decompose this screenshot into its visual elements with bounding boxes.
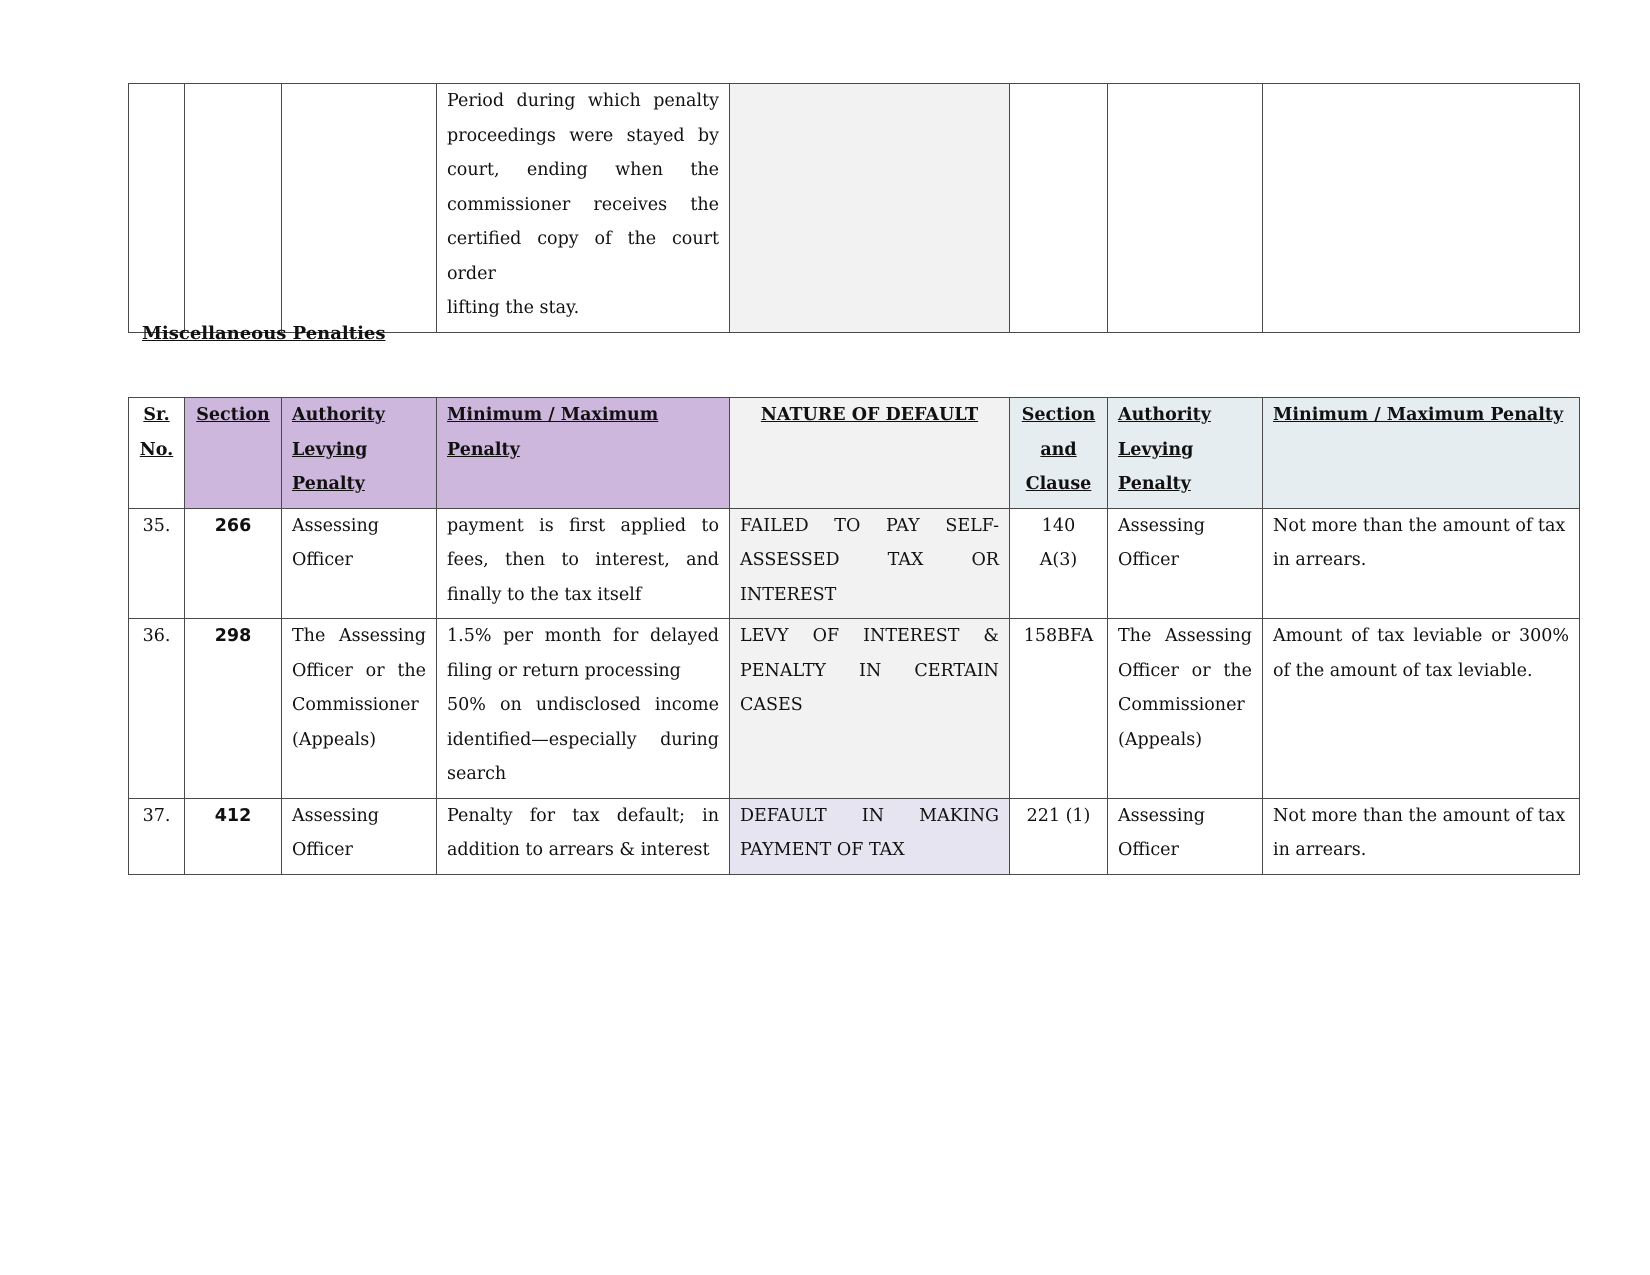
penalties-table	[128, 397, 1580, 875]
authority-cell: Assessing Officer	[282, 798, 437, 874]
authority2-cell: Assessing Officer	[1108, 508, 1263, 619]
header-row	[129, 398, 1580, 509]
text-line: proceedings were stayed by	[447, 125, 719, 146]
text-line: court, ending when the	[447, 160, 719, 180]
header-authority: Authority Levying Penalty	[282, 398, 437, 509]
section-clause-cell: 221 (1)	[1010, 798, 1108, 874]
min-max2-cell: Not more than the amount of tax in arrears.	[1263, 798, 1580, 874]
header-authority-2: Authority Levying Penalty	[1108, 398, 1263, 509]
section-cell	[185, 84, 282, 333]
min-max2-cell: Not more than the amount of tax in arrears.	[1263, 508, 1580, 619]
sr-no-cell	[129, 84, 185, 333]
sr-no-cell: 35.	[129, 508, 185, 619]
nature-cell: DEFAULT IN MAKING PAYMENT OF TAX	[730, 798, 1010, 874]
header-section-clause: Section and Clause	[1010, 398, 1108, 509]
text-line: commissioner receives the	[447, 194, 719, 215]
text-line: certified copy of the court order	[447, 229, 719, 284]
continuation-table	[128, 83, 1580, 333]
sr-no-cell: 36.	[129, 619, 185, 799]
section-title: Miscellaneous Penalties	[142, 323, 386, 344]
header-nature-of-default: NATURE OF DEFAULT	[730, 398, 1010, 509]
sr-no-cell: 37.	[129, 798, 185, 874]
authority-cell: Assessing Officer	[282, 508, 437, 619]
nature-cell: LEVY OF INTEREST & PENALTY IN CERTAIN CASES	[730, 619, 1010, 799]
text-line: lifting the stay.	[447, 298, 580, 318]
table-row	[129, 798, 1580, 874]
section-clause-cell: 158BFA	[1010, 619, 1108, 799]
min-max-penalty-cell: Penalty for tax default; in addition to arrears & interest	[437, 798, 730, 874]
header-min-max-penalty-2: Minimum / Maximum Penalty	[1263, 398, 1580, 509]
table-row	[129, 619, 1580, 799]
header-sr-no: Sr. No.	[129, 398, 185, 509]
min-max2-cell	[1263, 84, 1580, 333]
section-clause-cell: 140 A(3)	[1010, 508, 1108, 619]
section-cell: 266	[185, 508, 282, 619]
authority2-cell: The Assessing Officer or the Commissioner (Appeals)	[1108, 619, 1263, 799]
min-max-penalty-cell: payment is first applied to fees, then to interest, and finally to the tax itself	[437, 508, 730, 619]
text-line: Period during which penalty	[447, 91, 719, 111]
nature-cell	[730, 84, 1010, 333]
authority-cell	[282, 84, 437, 333]
authority2-cell: Assessing Officer	[1108, 798, 1263, 874]
header-section: Section	[185, 398, 282, 509]
table-row	[129, 84, 1580, 333]
authority-cell: The Assessing Officer or the Commissioner (Appeals)	[282, 619, 437, 799]
header-min-max-penalty: Minimum / Maximum Penalty	[437, 398, 730, 509]
authority2-cell	[1108, 84, 1263, 333]
min-max-penalty-cell: 1.5% per month for delayed filing or return processing 50% on undisclosed income identified—especially during search	[437, 619, 730, 799]
min-max2-cell: Amount of tax leviable or 300% of the amount of tax leviable.	[1263, 619, 1580, 799]
min-max-penalty-cell	[437, 84, 730, 333]
section-cell: 412	[185, 798, 282, 874]
nature-cell: FAILED TO PAY SELF-ASSESSED TAX OR INTEREST	[730, 508, 1010, 619]
section-clause-cell	[1010, 84, 1108, 333]
table-row	[129, 508, 1580, 619]
section-cell: 298	[185, 619, 282, 799]
